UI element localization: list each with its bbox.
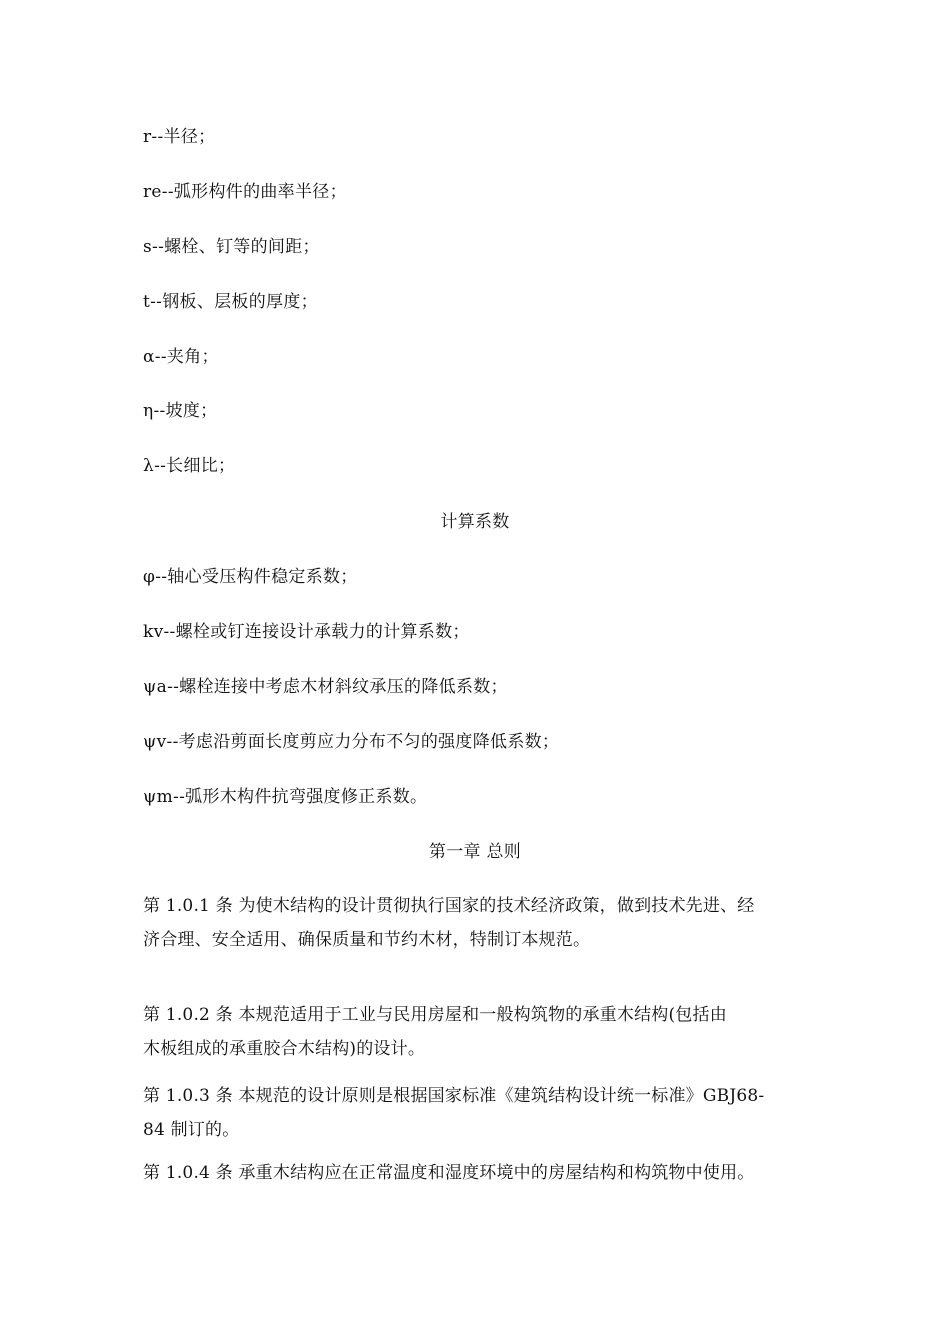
article-1-0-4 <box>143 1156 815 1190</box>
symbol-lambda: λ--长细比； <box>143 456 236 476</box>
symbol-s: s--螺栓、钉等的间距； <box>143 237 320 257</box>
article-line: 济合理、安全适用、确保质量和节约木材，特制订本规范。 <box>143 930 591 950</box>
symbol-re: re--弧形构件的曲率半径； <box>143 182 347 202</box>
article-1-0-3 <box>143 1079 815 1147</box>
coefficient-psi-a: ψa--螺栓连接中考虑木材斜纹承压的降低系数； <box>143 677 508 697</box>
article-1-0-1 <box>143 889 815 957</box>
coefficient-psi-v: ψv--考虑沿剪面长度剪应力分布不匀的强度降低系数； <box>143 732 560 752</box>
article-line: 第 1.0.1 条 为使木结构的设计贯彻执行国家的技术经济政策，做到技术先进、经 <box>143 896 755 916</box>
article-line: 84 制订的。 <box>143 1120 240 1140</box>
coefficient-kv: kv--螺栓或钉连接设计承载力的计算系数； <box>143 622 470 642</box>
coefficient-psi-m: ψm--弧形木构件抗弯强度修正系数。 <box>143 787 428 807</box>
chapter-heading: 第一章 总则 <box>428 842 522 862</box>
coefficient-phi: φ--轴心受压构件稳定系数； <box>143 567 358 587</box>
coefficients-heading: 计算系数 <box>440 512 510 532</box>
article-line: 第 1.0.3 条 本规范的设计原则是根据国家标准《建筑结构设计统一标准》GBJ68- <box>143 1086 765 1106</box>
symbol-r: r--半径； <box>143 127 216 147</box>
article-line: 第 1.0.4 条 承重木结构应在正常温度和湿度环境中的房屋结构和构筑物中使用。 <box>143 1163 755 1183</box>
symbol-alpha: α--夹角； <box>143 347 219 367</box>
symbol-t: t--钢板、层板的厚度； <box>143 292 318 312</box>
article-line: 木板组成的承重胶合木结构)的设计。 <box>143 1039 426 1059</box>
article-line: 第 1.0.2 条 本规范适用于工业与民用房屋和一般构筑物的承重木结构(包括由 <box>143 1005 727 1025</box>
article-1-0-2 <box>143 998 815 1066</box>
symbol-eta: η--坡度； <box>143 401 218 421</box>
